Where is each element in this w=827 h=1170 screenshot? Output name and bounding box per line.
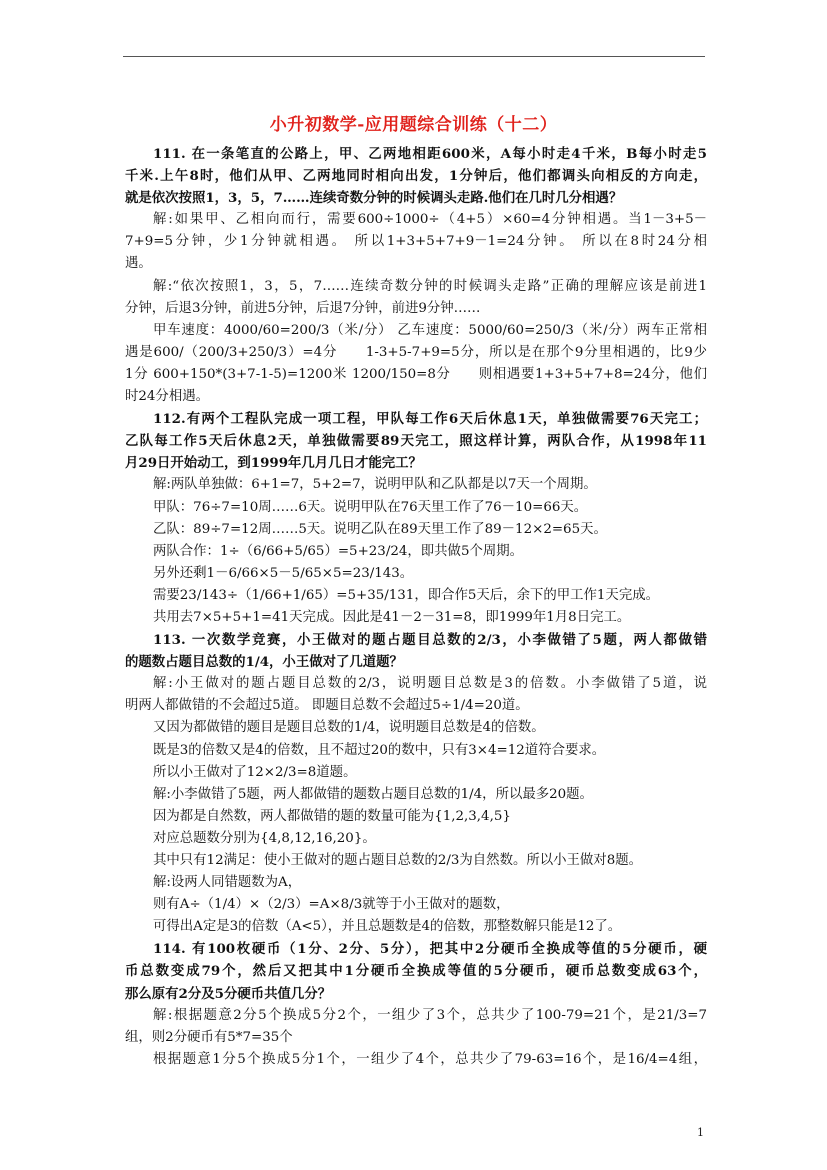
page-number: 1: [697, 1126, 704, 1139]
text-line: 那么原有2分及5分硬币共值几分？: [125, 985, 332, 1002]
text-line: 甲队：76÷7=10周……6天。说明甲队在76天里工作了76－10=66天。: [153, 499, 588, 515]
text-line: 甲车速度：4000/60=200/3（米/分） 乙车速度：5000/60=250/3（米/分）两车正常相: [153, 322, 707, 338]
text-line: 7+9=5分钟，少1分钟就相遇。 所以1+3+5+7+9－1=24分钟。 所以在8时24分相: [125, 234, 707, 250]
document-body: [125, 143, 707, 1071]
text-line: 时24分相遇。: [125, 389, 209, 405]
text-line: 根据题意1分5个换成5分1个，一组少了4个，总共少了79-63=16个，是16/4=4组，: [153, 1051, 707, 1067]
text-line: 月29日开始动工，到1999年几月几日才能完工？: [125, 455, 422, 472]
text-line: 因为都是自然数，两人都做错的题的数量可能为{1,2,3,4,5}: [153, 808, 511, 824]
text-line: 的题数占题目总数的1/4，小王做对了几道题？: [125, 654, 403, 671]
header-rule: [123, 56, 705, 57]
text-line: 就是依次按照1，3，5，7……连续奇数分钟的时候调头走路.他们在几时几分相遇？: [125, 190, 623, 207]
text-line: 既是3的倍数又是4的倍数，且不超过20的数中，只有3×4=12道符合要求。: [153, 742, 606, 758]
text-line: 可得出A定是3的倍数（A<5），并且总题数是4的倍数，那整数解只能是12了。: [153, 919, 622, 935]
text-line: 解:小王做对的题占题目总数的2/3，说明题目总数是3的倍数。小李做错了5道，说: [153, 676, 707, 692]
text-line: 则有A÷（1/4）×（2/3）=A×8/3就等于小王做对的题数，: [153, 897, 510, 913]
text-line: 对应总题数分别为{4,8,12,16,20}。: [153, 830, 376, 846]
text-line: 111. 在一条笔直的公路上，甲、乙两地相距600米，A每小时走4千米，B每小时走5: [153, 146, 707, 162]
text-line: 112.有两个工程队完成一项工程，甲队每工作6天后休息1天，单独做需要76天完工；: [153, 411, 707, 428]
text-line: 其中只有12满足：使小王做对的题占题目总数的2/3为自然数。所以小王做对8题。: [153, 853, 642, 868]
text-line: 明两人都做错的不会超过5道。 即题目总数不会超过5÷1/4=20道。: [125, 698, 529, 714]
text-line: 币总数变成79个，然后又把其中1分硬币全换成等值的5分硬币，硬币总数变成63个，: [125, 963, 707, 980]
text-line: 1分 600+150*(3+7-1-5)=1200米 1200/150=8分 则相遇要1+3+5+7+8=24分，他们: [125, 366, 707, 382]
text-line: 乙队每工作5天后休息2天，单独做需要89天完工，照这样计算，两队合作，从1998年11: [125, 433, 707, 450]
text-line: 113. 一次数学竞赛，小王做对的题占题目总数的2/3，小李做错了5题，两人都做错: [153, 632, 707, 649]
text-line: 解:小李做错了5题，两人都做错的题数占题目总数的1/4，所以最多20题。: [153, 786, 593, 802]
text-line: 遇是600/（200/3+250/3）=4分 1-3+5-7+9=5分，所以是在那个9分里相遇的，比9少: [125, 344, 707, 360]
text-line: 组，则2分硬币有5*7=35个: [125, 1029, 293, 1045]
text-line: 千米.上午8时，他们从甲、乙两地同时相向出发，1分钟后，他们都调头向相反的方向走，: [125, 168, 707, 185]
text-line: 乙队：89÷7=12周……5天。说明乙队在89天里工作了89－12×2=65天。: [153, 521, 607, 537]
text-line: 两队合作：1÷（6/66+5/65）=5+23/24，即共做5个周期。: [153, 543, 524, 559]
text-line: 解:两队单独做：6+1=7，5+2=7，说明甲队和乙队都是以7天一个周期。: [153, 477, 597, 493]
text-line: 所以小王做对了12×2/3=8道题。: [153, 764, 357, 780]
text-line: 共用去7×5+5+1=41天完成。因此是41－2－31=8，即1999年1月8日完工。: [153, 609, 631, 625]
text-line: 114. 有100枚硬币（1分、2分、5分），把其中2分硬币全换成等值的5分硬币，硬: [153, 941, 707, 958]
text-line: 分钟，后退3分钟，前进5分钟，后退7分钟，前进9分钟……: [125, 300, 481, 316]
text-line: 解:如果甲、乙相向而行，需要600÷1000÷（4+5）×60=4分钟相遇。当1－3+5－: [153, 212, 707, 228]
text-line: 解:“依次按照1，3，5，7……连续奇数分钟的时候调头走路”正确的理解应该是前进1: [153, 278, 707, 294]
text-line: 解:根据题意2分5个换成5分2个，一组少了3个，总共少了100-79=21个，是21/3=7: [153, 1007, 707, 1023]
text-line: 另外还剩1－6/66×5－5/65×5=23/143。: [153, 565, 414, 581]
document-title: 小升初数学-应用题综合训练（十二）: [269, 115, 558, 135]
text-line: 遇。: [125, 256, 152, 272]
text-line: 需要23/143÷（1/66+1/65）=5+35/131，即合作5天后，余下的甲工作1天完成。: [153, 587, 659, 603]
text-line: 解:设两人同错题数为A，: [153, 875, 302, 891]
text-line: 又因为都做错的题目是题目总数的1/4，说明题目总数是4的倍数。: [153, 720, 545, 736]
